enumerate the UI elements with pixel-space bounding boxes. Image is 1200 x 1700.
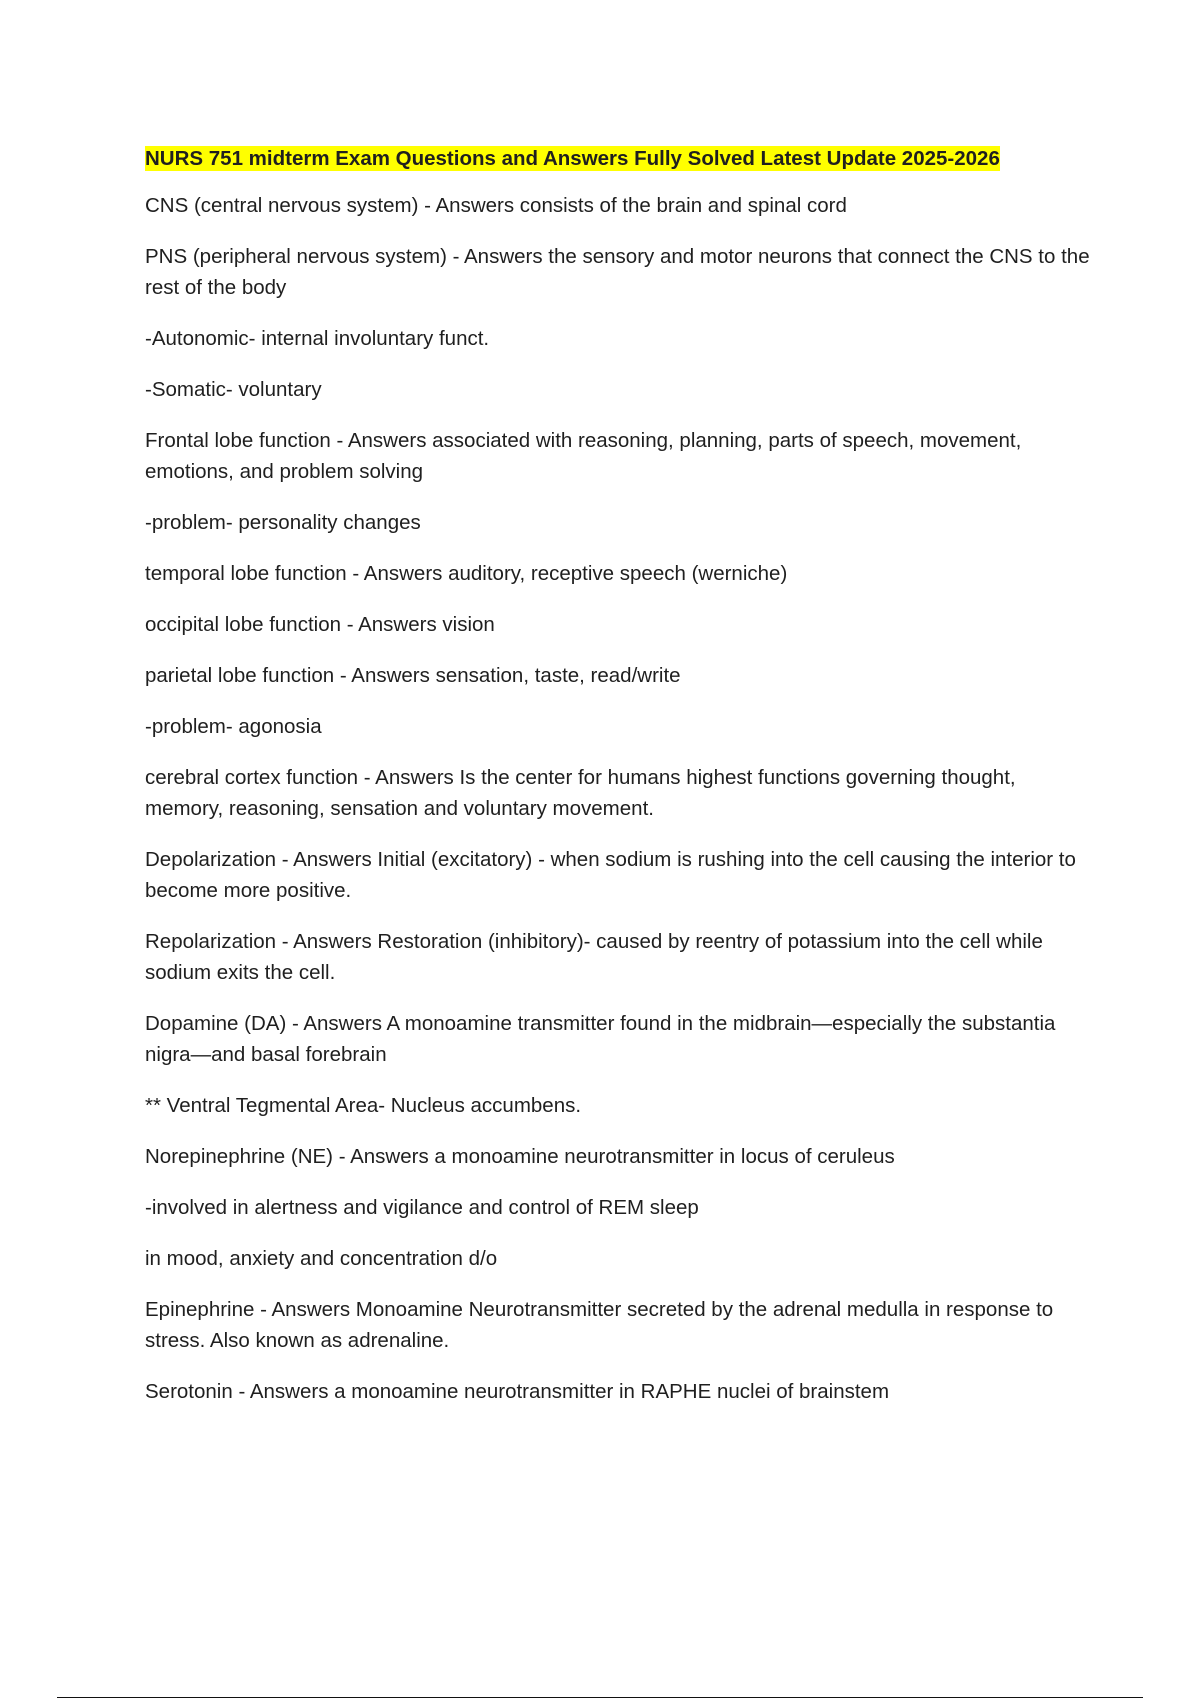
title-highlight: NURS 751 midterm Exam Questions and Answers Fully Solved Latest Update 2025-2026 (145, 147, 1000, 170)
paragraph-serotonin: Serotonin - Answers a monoamine neurotransmitter in RAPHE nuclei of brainstem (145, 1380, 890, 1403)
document-content (145, 143, 1090, 1427)
paragraph-ventral-tegmental: ** Ventral Tegmental Area- Nucleus accumbens. (145, 1094, 582, 1117)
paragraph-depolarization: Depolarization - Answers Initial (excitatory) - when sodium is rushing into the cell causing the interior to become more positive. (145, 848, 1076, 902)
paragraph-occipital-lobe: occipital lobe function - Answers vision (145, 613, 495, 636)
paragraph-mood: in mood, anxiety and concentration d/o (145, 1247, 498, 1270)
paragraph-temporal-lobe: temporal lobe function - Answers auditory, receptive speech (werniche) (145, 562, 788, 585)
paragraph-parietal-lobe: parietal lobe function - Answers sensation, taste, read/write (145, 664, 681, 687)
paragraph-personality-changes: -problem- personality changes (145, 511, 421, 534)
paragraph-norepinephrine: Norepinephrine (NE) - Answers a monoamine neurotransmitter in locus of ceruleus (145, 1145, 895, 1168)
paragraph-somatic: -Somatic- voluntary (145, 378, 322, 401)
paragraph-cerebral-cortex: cerebral cortex function - Answers Is the center for humans highest functions governing thought, memory, reasoning, sensation and voluntary movement. (145, 766, 1016, 820)
paragraph-pns: PNS (peripheral nervous system) - Answers the sensory and motor neurons that connect the CNS to the rest of the body (145, 245, 1090, 299)
paragraph-alertness: -involved in alertness and vigilance and control of REM sleep (145, 1196, 699, 1219)
bottom-divider (57, 1697, 1143, 1698)
paragraph-autonomic: -Autonomic- internal involuntary funct. (145, 327, 490, 350)
paragraph-dopamine: Dopamine (DA) - Answers A monoamine transmitter found in the midbrain—especially the substantia nigra—and basal forebrain (145, 1012, 1056, 1066)
paragraph-agonosia: -problem- agonosia (145, 715, 322, 738)
paragraph-cns: CNS (central nervous system) - Answers consists of the brain and spinal cord (145, 194, 847, 217)
paragraph-repolarization: Repolarization - Answers Restoration (inhibitory)- caused by reentry of potassium into the cell while sodium exits the cell. (145, 930, 1043, 984)
paragraph-frontal-lobe: Frontal lobe function - Answers associated with reasoning, planning, parts of speech, movement, emotions, and problem solving (145, 429, 1022, 483)
document-title (145, 143, 1090, 174)
paragraph-epinephrine: Epinephrine - Answers Monoamine Neurotransmitter secreted by the adrenal medulla in response to stress. Also known as adrenaline. (145, 1298, 1054, 1352)
